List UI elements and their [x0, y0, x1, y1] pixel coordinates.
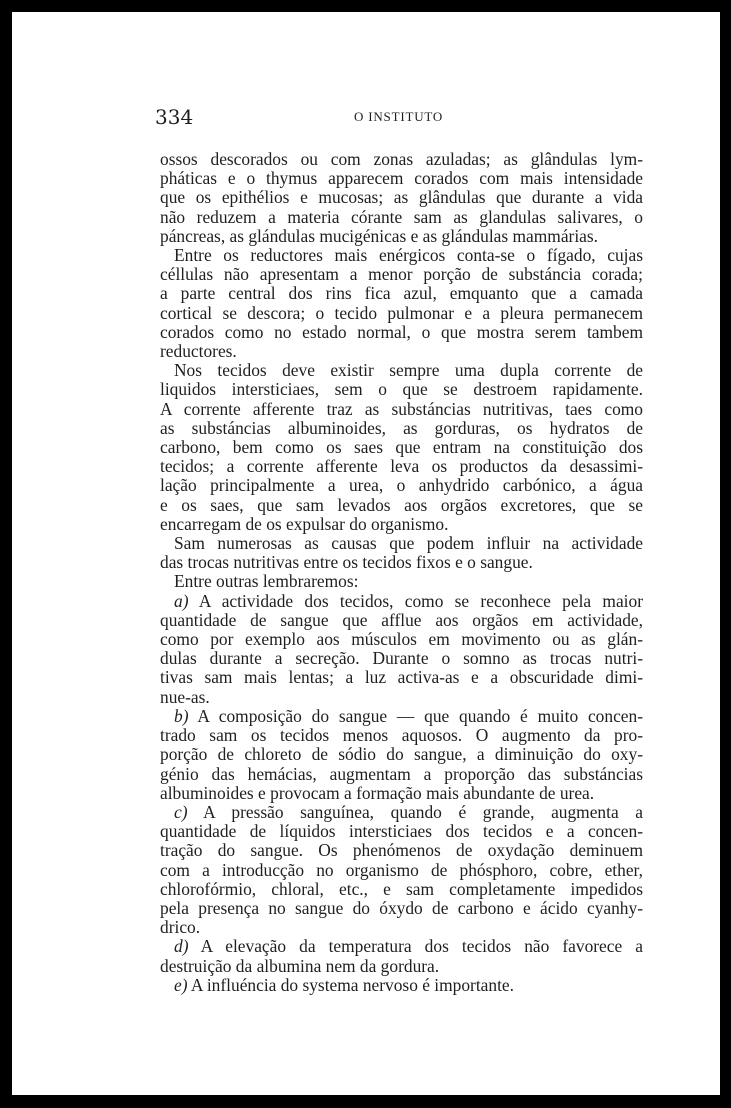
paragraph: [160, 150, 643, 246]
text-line: nue-as.: [160, 686, 210, 707]
text-line: reductores.: [160, 341, 237, 362]
text-line: A corrente afferente traz as substáncias nutritivas, taes como: [160, 398, 643, 419]
text-line: como por exemplo aos músculos em movimento ou as glán-: [160, 629, 643, 650]
item-text: A elevação da temperatura dos tecidos não favorece a: [188, 936, 643, 957]
text-line: que os epithélios e mucosas; as glândulas que durante a vida: [160, 187, 643, 208]
text-line: tecidos; a corrente afferente leva os productos da desassimi-: [160, 456, 643, 477]
text-line: pháticas e o thymus apparecem corados com mais intensidade: [160, 168, 643, 189]
item-letter: e): [174, 974, 188, 995]
text-line: [160, 976, 643, 995]
text-line: não reduzem a materia córante sam as glandulas salivares, o: [160, 206, 643, 227]
running-title: O INSTITUTO: [354, 109, 444, 124]
text-line: liquidos intersticiaes, sem o que se destroem rapidamente.: [160, 379, 643, 400]
text-line: ossos descorados ou com zonas azuladas; as glândulas lym-: [160, 149, 643, 169]
text-line: porção de chloreto de sódio do sangue, a diminuição do oxy-: [160, 744, 643, 765]
text-line: carbono, bem como os saes que entram na constituição dos: [160, 437, 643, 458]
paragraph: [160, 572, 643, 591]
text-line: com a introducção no organismo de phósphoro, cobre, ether,: [160, 859, 643, 880]
text-line: quantidade de líquidos intersticiaes dos tecidos e a concen-: [160, 821, 643, 842]
text-line: génio das hemácias, augmentam a proporção das substáncias: [160, 763, 643, 784]
text-line: [160, 937, 643, 956]
text-line: cortical se descora; o tecido pulmonar e a pleura permanecem: [160, 302, 643, 323]
text-line: páncreas, as glándulas mucigénicas e as glándulas mammárias.: [160, 225, 598, 246]
item-letter: c): [174, 801, 188, 822]
text-line: céllulas não apresentam a menor porção de substáncia corada;: [160, 264, 643, 285]
list-item-e: [160, 976, 643, 995]
page-header: [155, 105, 643, 135]
list-item-d: [160, 937, 643, 975]
paragraph: [160, 534, 643, 572]
item-letter: a): [174, 590, 189, 611]
item-text: A pressão sanguínea, quando é grande, augmenta a: [187, 801, 643, 822]
text-line: as substáncias albuminoides, as gorduras, os hydratos de: [160, 417, 643, 438]
text-line: tração do sangue. Os phenómenos de oxydação deminuem: [160, 840, 643, 861]
list-item-a: [160, 592, 643, 707]
text-line: tivas sam mais lentas; a luz activa-as e a obscuridade dimi-: [160, 667, 643, 688]
item-text: A actividade dos tecidos, como se reconhece pela maior: [188, 590, 643, 611]
text-line: destruição da albumina nem da gordura.: [160, 955, 440, 976]
paragraph: [160, 361, 643, 534]
text-line: chlorofórmio, chloral, etc., e sam completamente impedidos: [160, 878, 643, 899]
text-line: quantidade de sangue que afflue aos orgãos em actividade,: [160, 609, 643, 630]
text-line: dulas durante a secreção. Durante o somno as trocas nutri-: [160, 648, 643, 669]
book-page: [12, 12, 720, 1095]
text-line: a parte central dos rins fica azul, emquanto que a camada: [160, 283, 643, 304]
list-item-c: [160, 803, 643, 937]
item-text: A composição do sangue — que quando é muito concen-: [188, 705, 643, 726]
text-line: das trocas nutritivas entre os tecidos fixos e o sangue.: [160, 552, 533, 573]
text-line: Sam numerosas as causas que podem influir na actividade: [174, 533, 643, 554]
text-line: corados como no estado normal, o que mostra serem tambem: [160, 321, 643, 342]
body-text: [160, 150, 643, 995]
text-line: Entre os reductores mais enérgicos conta-se o fígado, cujas: [174, 245, 643, 266]
text-line: e os saes, que sam levados aos orgãos excretores, que se: [160, 494, 643, 515]
text-line: Nos tecidos deve existir sempre uma dupla corrente de: [174, 360, 643, 381]
text-line: albuminoides e provocam a formação mais abundante de urea.: [160, 782, 595, 803]
text-line: trado sam os tecidos menos aquosos. O augmento da pro-: [160, 725, 643, 746]
text-line: Entre outras lembraremos:: [174, 571, 359, 592]
list-item-b: [160, 707, 643, 803]
page-number: 334: [155, 105, 194, 129]
text-line: lação principalmente a urea, o anhydrido carbónico, a água: [160, 475, 643, 496]
text-line: [160, 707, 643, 726]
text-line: [160, 592, 643, 611]
item-text: A influéncia do systema nervoso é importante.: [187, 974, 514, 995]
text-line: drico.: [160, 917, 201, 938]
paragraph: [160, 246, 643, 361]
item-letter: d): [174, 936, 189, 957]
text-line: pela presença no sangue do óxydo de carbono e ácido cyanhy-: [160, 897, 643, 918]
item-letter: b): [174, 705, 189, 726]
text-line: encarregam de os expulsar do organismo.: [160, 513, 449, 534]
text-line: [160, 803, 643, 822]
